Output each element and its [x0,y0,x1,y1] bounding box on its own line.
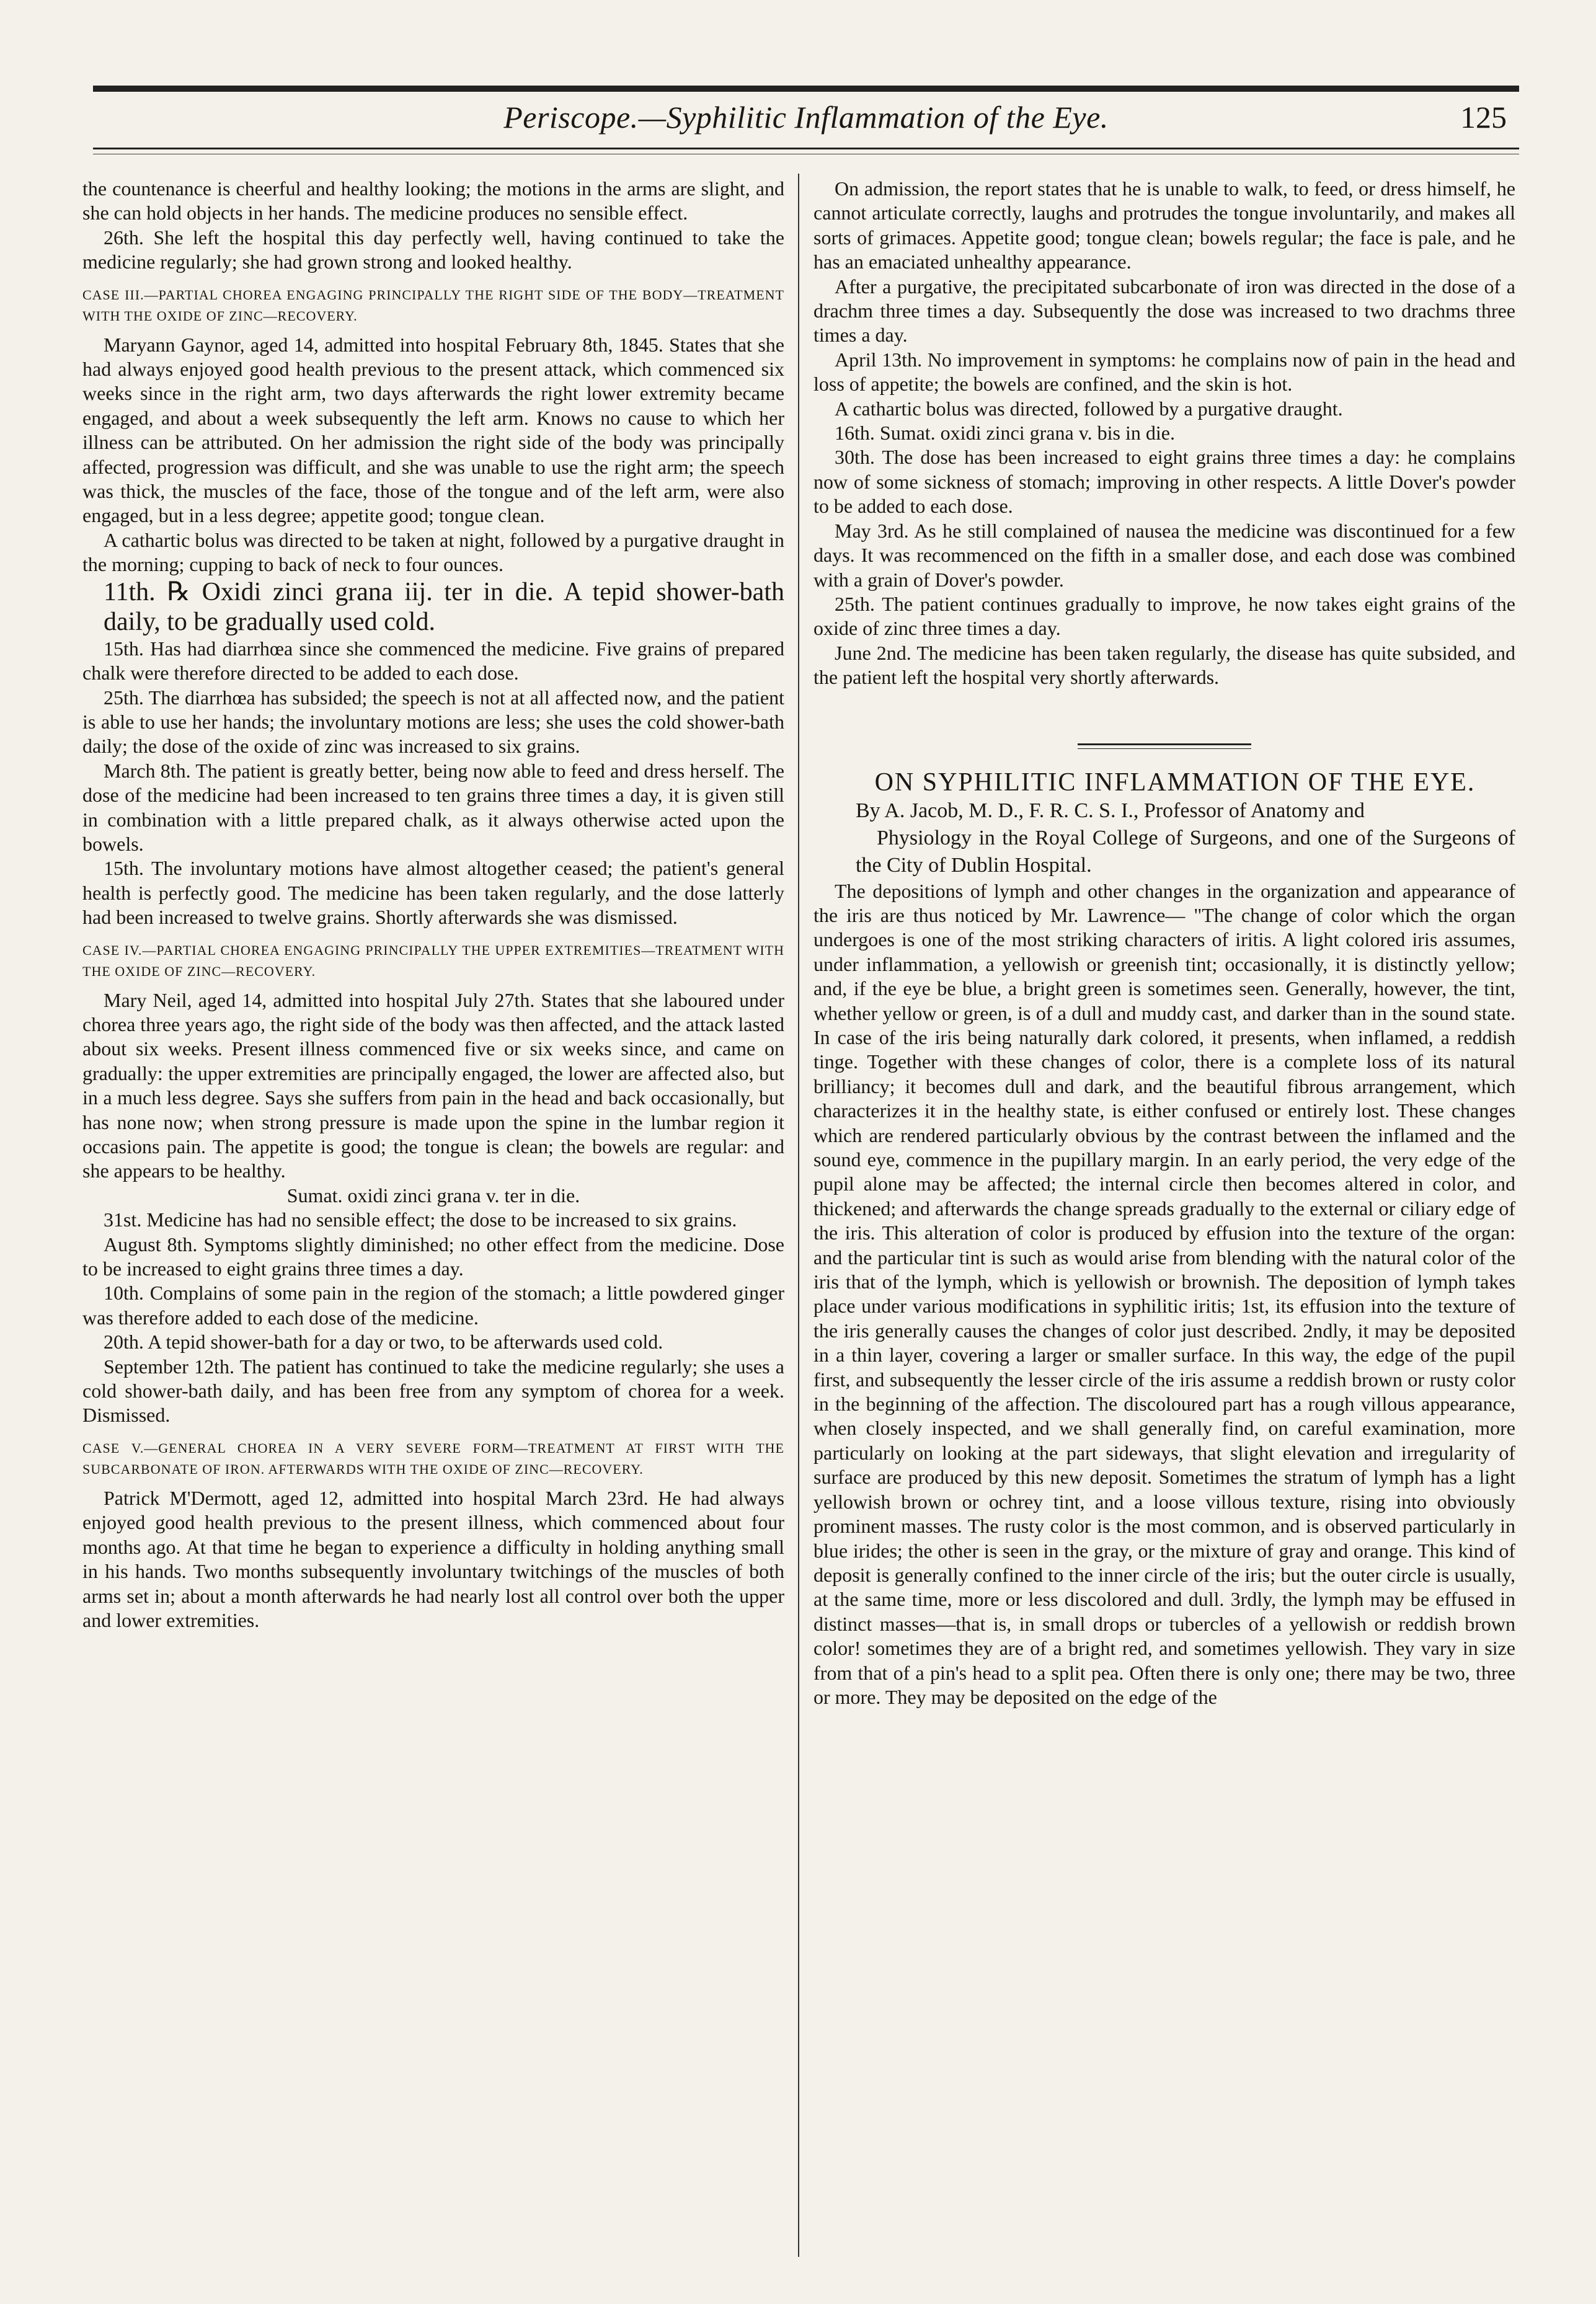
paragraph: 30th. The dose has been increased to eight grains three times a day: he complains now of some sickness of stomach; improving in other respects. A little Dover's powder to be added to each dose. [814,446,1515,518]
prescription: 11th. ℞ Oxidi zinci grana iij. ter in die. A tepid shower-bath daily, to be gradually used cold. [104,577,784,636]
paragraph: A cathartic bolus was directed to be taken at night, followed by a purgative draught in the morning; cupping to back of neck to four ounces. [82,528,784,576]
header-rule [93,148,1519,149]
paragraph: March 8th. The patient is greatly better, being now able to feed and dress herself. The dose of the medicine had been increased to ten grains three times a day, it is given still in combination with a little prepared chalk, as it always otherwise acted upon the bowels. [82,759,784,855]
case-heading: CASE V.—GENERAL CHOREA IN A VERY SEVERE FORM—TREATMENT AT FIRST WITH THE SUBCARBONATE OF IRON. AFTERWARDS WITH THE OXIDE OF ZINC—RECOVERY. [82,1440,784,1477]
column-divider [798,174,799,2257]
case-heading: CASE III.—PARTIAL CHOREA ENGAGING PRINCIPALLY THE RIGHT SIDE OF THE BODY—TREATMENT WITH THE OXIDE OF ZINC—RECOVERY. [82,286,784,324]
paragraph: Mary Neil, aged 14, admitted into hospital July 27th. States that she laboured under chorea three years ago, the right side of the body was then affected, and the attack lasted about six weeks. Present illness commenced five or six weeks since, and came on gradually: the upper extremities are principally engaged, the lower are affected also, but in a much less degree. Says she suffers from pain in the head and back occasionally, but has none now; when strong pressure is made upon the spine in the lumbar region it occasions pain. The appetite is good; the tongue is clean; the bowels are regular: and she appears to be healthy. [82,988,784,1182]
paragraph: The depositions of lymph and other changes in the organization and appearance of the iris are thus noticed by Mr. Lawrence— "The change of color which the organ undergoes is one of the most striking characters of iritis. A light colored iris assumes, under inflammation, a yellowish or greenish tint; occasionally, it is distinctly yellow; and, if the eye be blue, a bright green is sometimes seen. Generally, however, the tint, whether yellow or green, is of a dull and muddy cast, and darker than in the sound state. In case of the iris being naturally dark colored, it presents, when inflamed, a reddish tinge. Together with these changes of color, there is a complete loss of its natural brilliancy; it becomes dull and dark, and the beautiful fibrous arrangement, which characterizes it in the healthy state, is either confused or entirely lost. These changes which are rendered particularly obvious by the contrast between the inflamed and the sound eye, commence in the pupillary margin. In an early period, the very edge of the pupil alone may be affected; the internal circle then becomes altered in color, and thickened; and afterwards the change spreads gradually to the external or ciliary edge of the iris. This alteration of color is produced by effusion into the texture of the organ: and the particular tint is such as would arise from blending with the natural color of the iris that of the lymph, which is yellowish or brownish. The deposition of lymph takes place under various modifications in syphilitic iritis; 1st, its effusion into the texture of the iris generally causes the changes of color just described. 2ndly, it may be deposited in a thin layer, covering a larger or smaller surface. In this way, the edge of the pupil first, and subsequently the lesser circle of the iris assume a reddish brown or rusty color in the beginning of the affection. The discoloured part has a rough villous appearance, when closely inspected, and we shall generally find, on careful examination, more particularly on looking at the part sideways, that slight elevation and irregularity of surface are produced by this new deposit. Sometimes the stratum of lymph has a light yellowish brown or ochrey tint, and a loose villous texture, rising into obviously prominent masses. The rusty color is the most common, and is observed particularly in blue irides; the other is seen in the gray, or the mixture of gray and orange. This kind of deposit is generally confined to the inner circle of the iris; but the outer circle is usually, at the same time, more or less discolored and dull. 3rdly, the lymph may be effused in distinct masses—that is, in small drops or tubercles of a yellowish or reddish brown color! sometimes they are of a bright red, and sometimes yellowish. They vary in size from that of a pin's head to a split pea. Often there is only one; there may be two, three or more. They may be deposited on the edge of the [814,879,1515,1708]
running-title: Periscope.—Syphilitic Inflammation of the Eye. [503,100,1109,135]
case-heading: CASE IV.—PARTIAL CHOREA ENGAGING PRINCIPALLY THE UPPER EXTREMITIES—TREATMENT WITH THE OXIDE OF ZINC—RECOVERY. [82,942,784,979]
paragraph: the countenance is cheerful and healthy looking; the motions in the arms are slight, and she can hold objects in her hands. The medicine produces no sensible effect. [82,177,784,224]
section-separator [1078,743,1251,749]
paragraph: 20th. A tepid shower-bath for a day or two, to be afterwards used cold. [104,1331,663,1354]
paragraph: 25th. The patient continues gradually to improve, he now takes eight grains of the oxide of zinc three times a day. [814,592,1515,640]
paragraph: 15th. Has had diarrhœa since she commenced the medicine. Five grains of prepared chalk were therefore directed to be added to each dose. [82,637,784,685]
right-column [814,177,1515,1709]
prescription: Sumat. oxidi zinci grana v. ter in die. [286,1184,580,1207]
paragraph: 25th. The diarrhœa has subsided; the speech is not at all affected now, and the patient is able to use her hands; the involuntary motions are less; she uses the cold shower-bath daily; the dose of the oxide of zinc was increased to six grains. [82,686,784,758]
paragraph: 16th. Sumat. oxidi zinci grana v. bis in die. [835,422,1175,445]
top-border-rule [93,86,1519,92]
paragraph: Patrick M'Dermott, aged 12, admitted into hospital March 23rd. He had always enjoyed good health previous to the present illness, which commenced about four months ago. At that time he began to experience a difficulty in holding anything small in his hands. Two months subsequently involuntary twitchings of the muscles of both arms set in; about a month afterwards he had nearly lost all control over both the upper and lower extremities. [82,1486,784,1631]
paragraph: A cathartic bolus was directed, followed by a purgative draught. [835,397,1343,420]
byline-line-2: Physiology in the Royal College of Surgeons, and one of the Surgeons of the City of Dublin Hospital. [856,826,1515,877]
article-byline [814,797,1515,879]
paragraph: Maryann Gaynor, aged 14, admitted into hospital February 8th, 1845. States that she had always enjoyed good health previous to the present attack, which commenced six weeks since in the right arm, two days afterwards the right lower extremity became engaged, and about a week subsequently the left arm. Knows no cause to which her illness can be attributed. On her admission the right side of the body was principally affected, progression was difficult, and she was unable to use the right arm; the speech was thick, the muscles of the face, those of the tongue and of the left arm, were also engaged, but in a less degree; appetite good; tongue clean. [82,333,784,527]
paragraph: May 3rd. As he still complained of nausea the medicine was discontinued for a few days. It was recommenced on the fifth in a smaller dose, and each dose was combined with a grain of Dover's powder. [814,519,1515,591]
page-number: 125 [1460,100,1507,135]
paragraph: After a purgative, the precipitated subcarbonate of iron was directed in the dose of a drachm three times a day. Subsequently the dose was increased to two drachms three times a day. [814,275,1515,347]
paragraph: 26th. She left the hospital this day perfectly well, having continued to take the medicine regularly; she had grown strong and looked healthy. [82,226,784,273]
paragraph: June 2nd. The medicine has been taken regularly, the disease has quite subsided, and the patient left the hospital very shortly afterwards. [814,641,1515,689]
byline-line-1: By A. Jacob, M. D., F. R. C. S. I., Professor of Anatomy and [856,799,1365,822]
article-title: ON SYPHILITIC INFLAMMATION OF THE EYE. [874,768,1476,797]
paragraph: On admission, the report states that he is unable to walk, to feed, or dress himself, he cannot articulate correctly, laughs and protrudes the tongue involuntarily, and makes all sorts of grimaces. Appetite good; tongue clean; bowels regular; the face is pale, and he has an emaciated unhealthy appearance. [814,177,1515,273]
paragraph: 10th. Complains of some pain in the region of the stomach; a little powdered ginger was therefore added to each dose of the medicine. [82,1282,784,1329]
paragraph: August 8th. Symptoms slightly diminished; no other effect from the medicine. Dose to be increased to eight grains three times a day. [82,1233,784,1280]
paragraph: April 13th. No improvement in symptoms: he complains now of pain in the head and loss of appetite; the bowels are confined, and the skin is hot. [814,348,1515,396]
paragraph: September 12th. The patient has continued to take the medicine regularly; she uses a cold shower-bath daily, and has been free from any symptom of chorea for a week. Dismissed. [82,1355,784,1427]
paragraph: 15th. The involuntary motions have almost altogether ceased; the patient's general health is perfectly good. The medicine has been taken regularly, and the dose latterly had been increased to twelve grains. Shortly afterwards she was dismissed. [82,857,784,929]
left-column [82,177,784,1633]
paragraph: 31st. Medicine has had no sensible effect; the dose to be increased to six grains. [104,1208,737,1231]
page-header [93,93,1519,143]
